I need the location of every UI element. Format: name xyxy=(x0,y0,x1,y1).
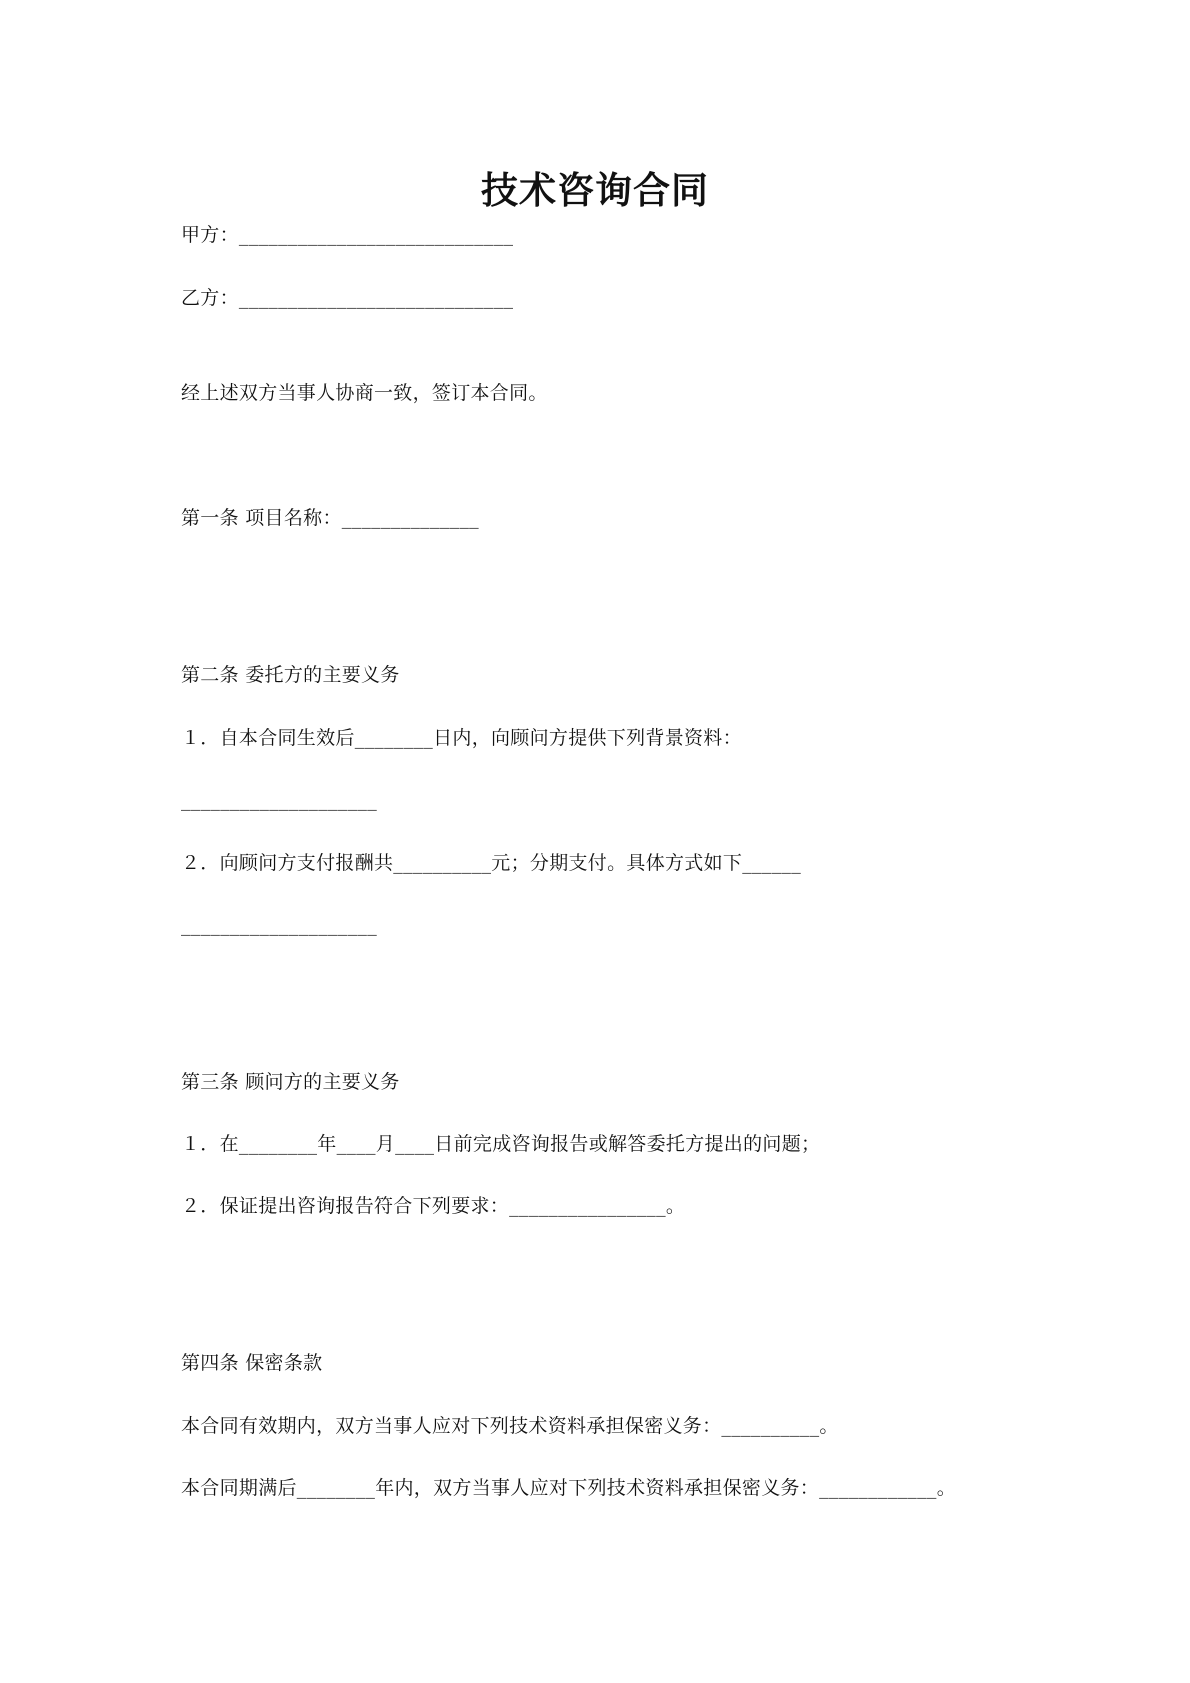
article-3-item-1: １．在________年____月____日前完成咨询报告或解答委托方提出的问题； xyxy=(181,1133,821,1155)
party-b-line: 乙方：____________________________ xyxy=(181,287,514,309)
confidentiality-clause-1: 本合同有效期内，双方当事人应对下列技术资料承担保密义务：__________。 xyxy=(181,1415,839,1437)
article-3-item-2: ２．保证提出咨询报告符合下列要求：________________。 xyxy=(181,1195,686,1217)
article-2-item-1: １．自本合同生效后________日内，向顾问方提供下列背景资料： xyxy=(181,727,742,749)
agreement-statement: 经上述双方当事人协商一致，签订本合同。 xyxy=(181,382,548,404)
document-title: 技术咨询合同 xyxy=(481,168,709,212)
blank-line: ____________________ xyxy=(181,914,377,936)
article-3-heading: 第三条 顾问方的主要义务 xyxy=(181,1071,400,1093)
article-2-heading: 第二条 委托方的主要义务 xyxy=(181,664,400,686)
article-1-heading: 第一条 项目名称：______________ xyxy=(181,507,479,529)
article-4-heading: 第四条 保密条款 xyxy=(181,1352,323,1374)
party-a-line: 甲方：____________________________ xyxy=(181,224,514,246)
confidentiality-clause-2: 本合同期满后________年内，双方当事人应对下列技术资料承担保密义务：____________。 xyxy=(181,1477,957,1499)
article-2-item-2: ２．向顾问方支付报酬共__________元；分期支付。具体方式如下______ xyxy=(181,852,802,874)
blank-line: ____________________ xyxy=(181,789,377,811)
